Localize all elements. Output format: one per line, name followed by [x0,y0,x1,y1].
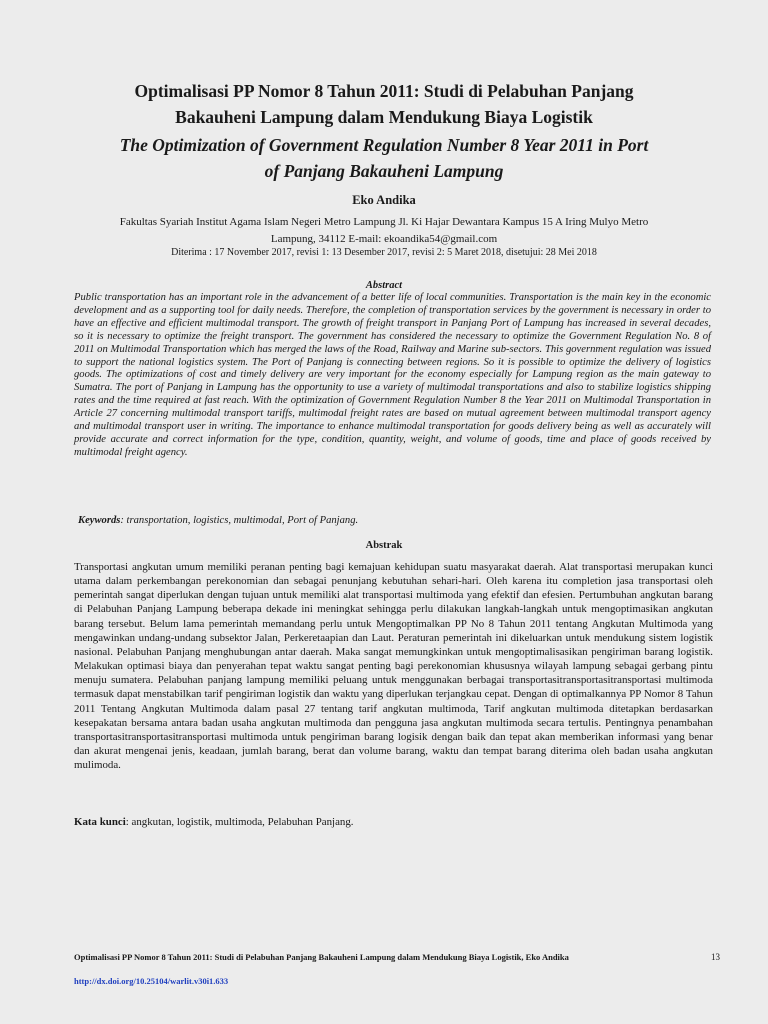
keywords-indonesian-label: Kata kunci [74,816,126,828]
affiliation [70,214,698,248]
footer-running-title: Optimalisasi PP Nomor 8 Tahun 2011: Studi di Pelabuhan Panjang Bakauheni Lampung dalam Mendukung Biaya Logistik, Eko Andika [74,952,569,962]
title-indonesian-line-2: Bakauheni Lampung dalam Mendukung Biaya Logistik [175,107,593,127]
page-number: 13 [711,952,720,962]
affiliation-line-2: Lampung, 34112 E-mail: ekoandika54@gmail.com [270,233,498,245]
title-english-line-2: of Panjang Bakauheni Lampung [264,161,504,181]
title-english [60,132,708,184]
abstrak-heading: Abstrak [365,540,403,551]
abstrak-text: Transportasi angkutan umum memiliki peranan penting bagi kemajuan kehidupan suatu masyarakat daerah. Alat transportasi merupakan kunci utama dalam perkembangan perekonomian dan sebagai penunjang kebutuhan sehari-hari. Oleh karena itu completion jasa transportasi oleh pemerintah sangat diperlukan dengan tujuan untuk memiliki alat transportasi multimoda yang efektif dan efesien. Pertumbuhan angkutan barang di Pelabuhan Panjang Lampung beberapa dekade ini meningkat sehingga perlu dilakukan langkah-langkah untuk mengoptimasikan angkutan barang tersebut. Belum lama pemerintah memandang perlu untuk Mengoptimalkan PP No 8 Tahun 2011 tentang Angkutan Multimoda yang mengawinkan undang-undang subsektor Jalan, Perkeretaapian dan Laut. Peraturan pemerintah ini dikeluarkan untuk mendukung sistem logistik nasional. Pelabuhan Panjang menghubungan antar daerah. Maka sangat memungkinkan untuk mengoptimalisasikan pengiriman barang logistik. Melakukan optimasi biaya dan penyerahan tepat waktu sangat penting bagi perekonomian khususnya wilayah lampung sebagai gerbang pintu menuju sumatera. Pelabuhan panjang lampung memiliki peluang untuk menggunakan berbagai transportasitransportasitransportasi multimoda termasuk dapat menstabilkan tarif pengiriman logistik dan waktu yang diperlukan terjangkau cepat. Dengan di optimalkannya PP Nomor 8 Tahun 2011 Tentang Angkutan Multimoda dalam pasal 27 tentang tarif angkutan multimoda, Tarif angkutan multimoda ditetapkan berdasarkan kesepakatan bersama antara badan usaha angkutan multimoda dan pengguna jasa angkutan multimoda secara tertulis. Pentingnya penambahan transportasitransportasitransportasi multimoda untuk pengiriman barang logisik dengan baik dan tepat akan memberikan informasi yang benar dan akurat mengenai jenis, keadaan, jumlah barang, berat dan volume barang, waktu dan tempat barang diterima oleh badan usaha angkutan mulimoda. [74,561,713,772]
abstract-text: Public transportation has an important role in the advancement of a better life of local communities. Transportation is the main key in the economic development and as a supporting tool for daily needs. Therefore, the completion of transportation services by the government is necessary in order to have an effective and efficient multimodal transport. The growth of freight transport in Panjang Port of Lampung has increased in several decades, so it is necessary to optimize the freight transport. The government has considered the necessary to optimize the Government Regulation No. 8 of 2011 on Multimodal Transportation which has merged the laws of the Road, Railway and Marine sub-sectors. This government regulation was issued to support the national logistics system. The Port of Panjang is connecting between regions. So it is possible to optimize the delivery of logistics goods. The optimizations of cost and timely delivery are very important for the economy especially for Lampung region as the main gateway to Sumatra. The port of Panjang in Lampung has the opportunity to use a variety of multimodal transportations and also to stabilize logistics shipping rates and the time required at fast reach. With the optimization of Government Regulation Number 8 the Year 2011 on Multimodal Transportation in Article 27 concerning multimodal transport tariffs, multimodal freight rates are based on mutual agreement between multimodal transport agency and multimodal transport user in writing. The importance to enhance multimodal transportation for goods delivery being as well as accurately will provide accurate and correct information for the type, condition, quantity, weight, and volume of goods, time and place of goods received by multimodal freight agency. [74,292,711,458]
keywords-english [78,515,708,526]
doi-link[interactable]: http://dx.doi.org/10.25104/warlit.v30i1.633 [74,976,229,986]
affiliation-line-1: Fakultas Syariah Institut Agama Islam Negeri Metro Lampung Jl. Ki Hajar Dewantara Kampus 15 A Iring Mulyo Metro [119,216,649,228]
submission-dates: Diterima : 17 November 2017, revisi 1: 13 Desember 2017, revisi 2: 5 Maret 2018, disetujui: 28 Mei 2018 [171,247,597,258]
author-name: Eko Andika [352,193,416,207]
keywords-english-list: : transportation, logistics, multimodal, Port of Panjang. [120,515,359,526]
keywords-english-label: Keywords [78,515,121,526]
keywords-indonesian [74,816,704,828]
title-indonesian [60,78,708,130]
keywords-indonesian-list: : angkutan, logistik, multimoda, Pelabuhan Panjang. [125,816,354,828]
title-english-line-1: The Optimization of Government Regulation Number 8 Year 2011 in Port [119,135,649,155]
title-indonesian-line-1: Optimalisasi PP Nomor 8 Tahun 2011: Studi di Pelabuhan Panjang [134,81,634,101]
abstract-heading: Abstract [365,280,403,291]
